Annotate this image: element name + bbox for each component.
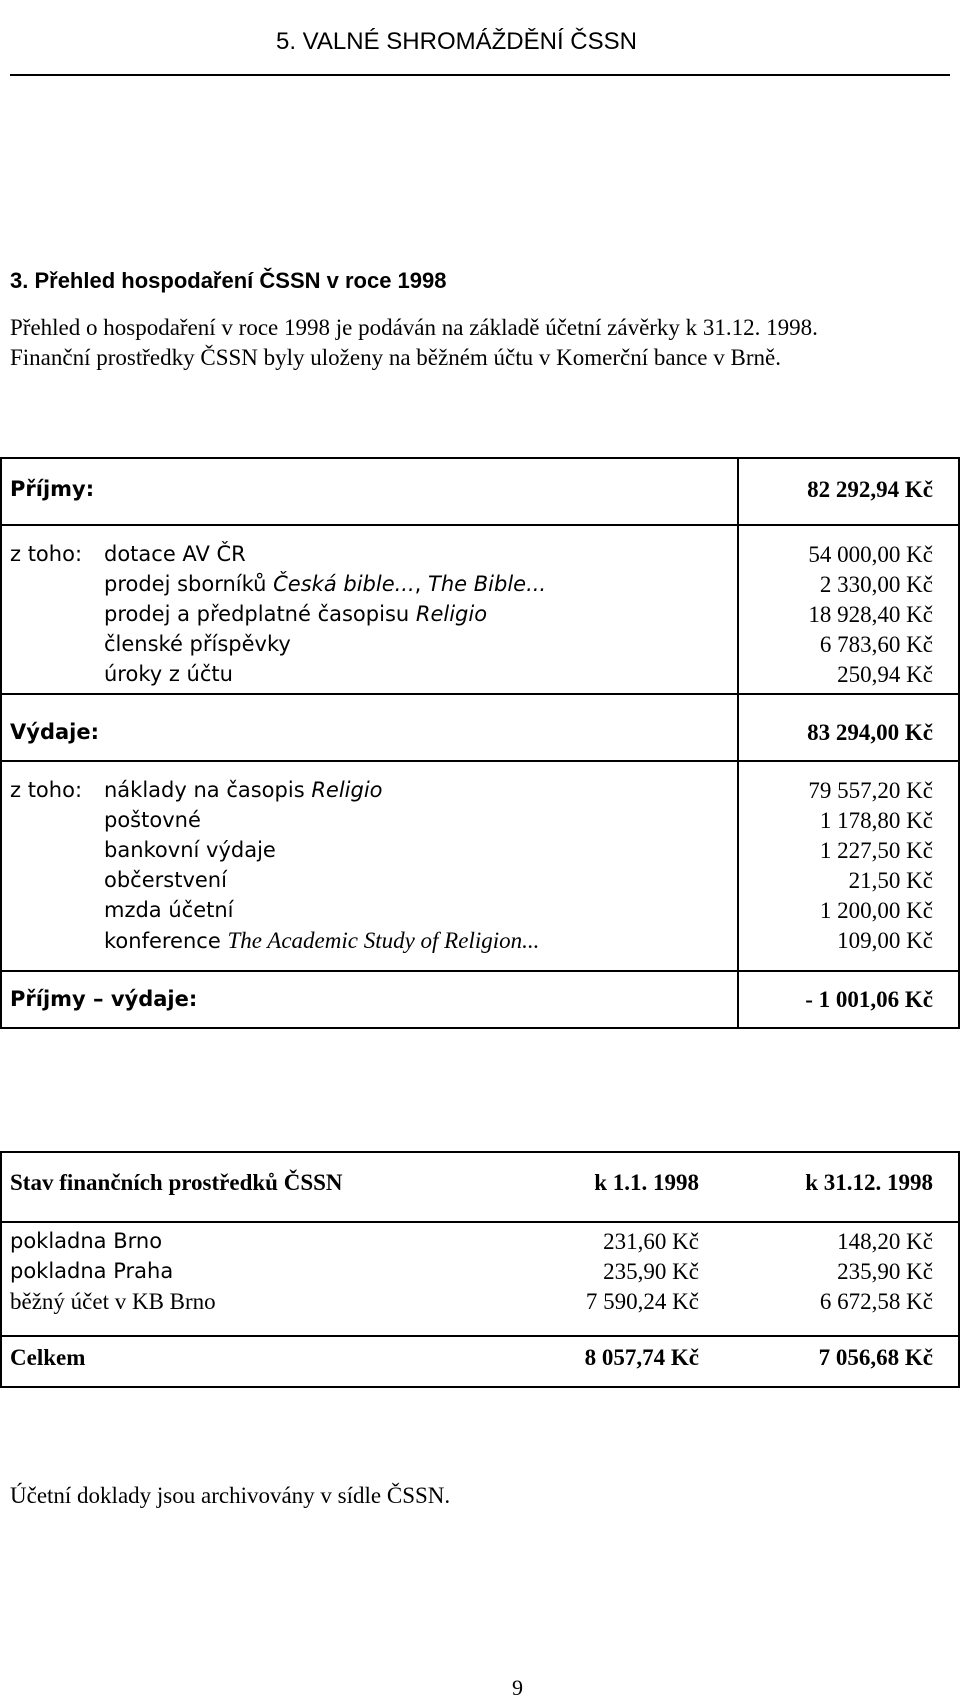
expense-item-label: náklady na časopis Religio [104, 778, 383, 802]
income-item-label: členské příspěvky [104, 632, 291, 656]
funds-row-label: pokladna Brno [10, 1229, 163, 1253]
funds-header-col2: k 31.12. 1998 [805, 1170, 933, 1195]
intro-paragraph-line-1: Přehled o hospodaření v roce 1998 je podáván na základě účetní závěrky k 31.12. 1998. [10, 315, 818, 340]
budget-row-divider [2, 970, 958, 972]
budget-column-divider [737, 459, 739, 1027]
expense-item-amount: 109,00 Kč [837, 928, 933, 953]
expense-item-amount: 79 557,20 Kč [808, 778, 933, 803]
expense-item-label: konference The Academic Study of Religion... [104, 928, 540, 953]
funds-total-col1: 8 057,74 Kč [584, 1345, 699, 1370]
expense-item-label: mzda účetní [104, 898, 234, 922]
funds-row-col1: 235,90 Kč [603, 1259, 699, 1284]
funds-row-divider [2, 1221, 958, 1223]
income-total: 82 292,94 Kč [807, 477, 933, 502]
income-breakdown-prefix: z toho: [10, 542, 83, 566]
page-header-title: 5. VALNÉ SHROMÁŽDĚNÍ ČSSN [276, 28, 637, 55]
expense-item-amount: 1 178,80 Kč [819, 808, 933, 833]
expense-item-amount: 21,50 Kč [848, 868, 933, 893]
expense-item-label: občerstvení [104, 868, 227, 892]
income-item-label: prodej a předplatné časopisu Religio [104, 602, 488, 626]
income-item-label: dotace AV ČR [104, 542, 246, 566]
income-item-label: úroky z účtu [104, 662, 233, 686]
header-divider [10, 74, 950, 76]
funds-row-label: pokladna Praha [10, 1259, 174, 1283]
funds-header-label: Stav finančních prostředků ČSSN [10, 1170, 343, 1195]
expense-item-amount: 1 227,50 Kč [819, 838, 933, 863]
income-item-amount: 250,94 Kč [837, 662, 933, 687]
balance-label: Příjmy – výdaje: [10, 987, 198, 1011]
budget-row-divider [2, 693, 958, 695]
funds-header-col1: k 1.1. 1998 [594, 1170, 699, 1195]
archive-note: Účetní doklady jsou archivovány v sídle ČSSN. [10, 1483, 451, 1508]
intro-paragraph-line-2: Finanční prostředky ČSSN byly uloženy na běžném účtu v Komerční bance v Brně. [10, 345, 781, 370]
funds-row-label: běžný účet v KB Brno [10, 1289, 216, 1314]
funds-row-col2: 235,90 Kč [837, 1259, 933, 1284]
budget-row-divider [2, 760, 958, 762]
expenses-label: Výdaje: [10, 720, 99, 744]
income-item-amount: 18 928,40 Kč [808, 602, 933, 627]
funds-row-col1: 231,60 Kč [603, 1229, 699, 1254]
funds-total-label: Celkem [10, 1345, 86, 1370]
page-number: 9 [512, 1675, 523, 1699]
income-item-label: prodej sborníků Česká bible..., The Bible... [104, 572, 547, 596]
expenses-breakdown-prefix: z toho: [10, 778, 83, 802]
income-item-amount: 54 000,00 Kč [808, 542, 933, 567]
expense-item-label: poštovné [104, 808, 201, 832]
expense-item-label: bankovní výdaje [104, 838, 276, 862]
funds-row-col2: 148,20 Kč [837, 1229, 933, 1254]
budget-row-divider [2, 524, 958, 526]
income-item-amount: 6 783,60 Kč [819, 632, 933, 657]
income-item-amount: 2 330,00 Kč [819, 572, 933, 597]
expense-item-amount: 1 200,00 Kč [819, 898, 933, 923]
funds-row-col1: 7 590,24 Kč [585, 1289, 699, 1314]
balance-total: - 1 001,06 Kč [805, 987, 933, 1012]
funds-row-divider [2, 1335, 958, 1337]
funds-row-col2: 6 672,58 Kč [819, 1289, 933, 1314]
funds-total-col2: 7 056,68 Kč [818, 1345, 933, 1370]
section-heading: 3. Přehled hospodaření ČSSN v roce 1998 [10, 268, 447, 293]
expenses-total: 83 294,00 Kč [807, 720, 933, 745]
income-label: Příjmy: [10, 477, 95, 501]
